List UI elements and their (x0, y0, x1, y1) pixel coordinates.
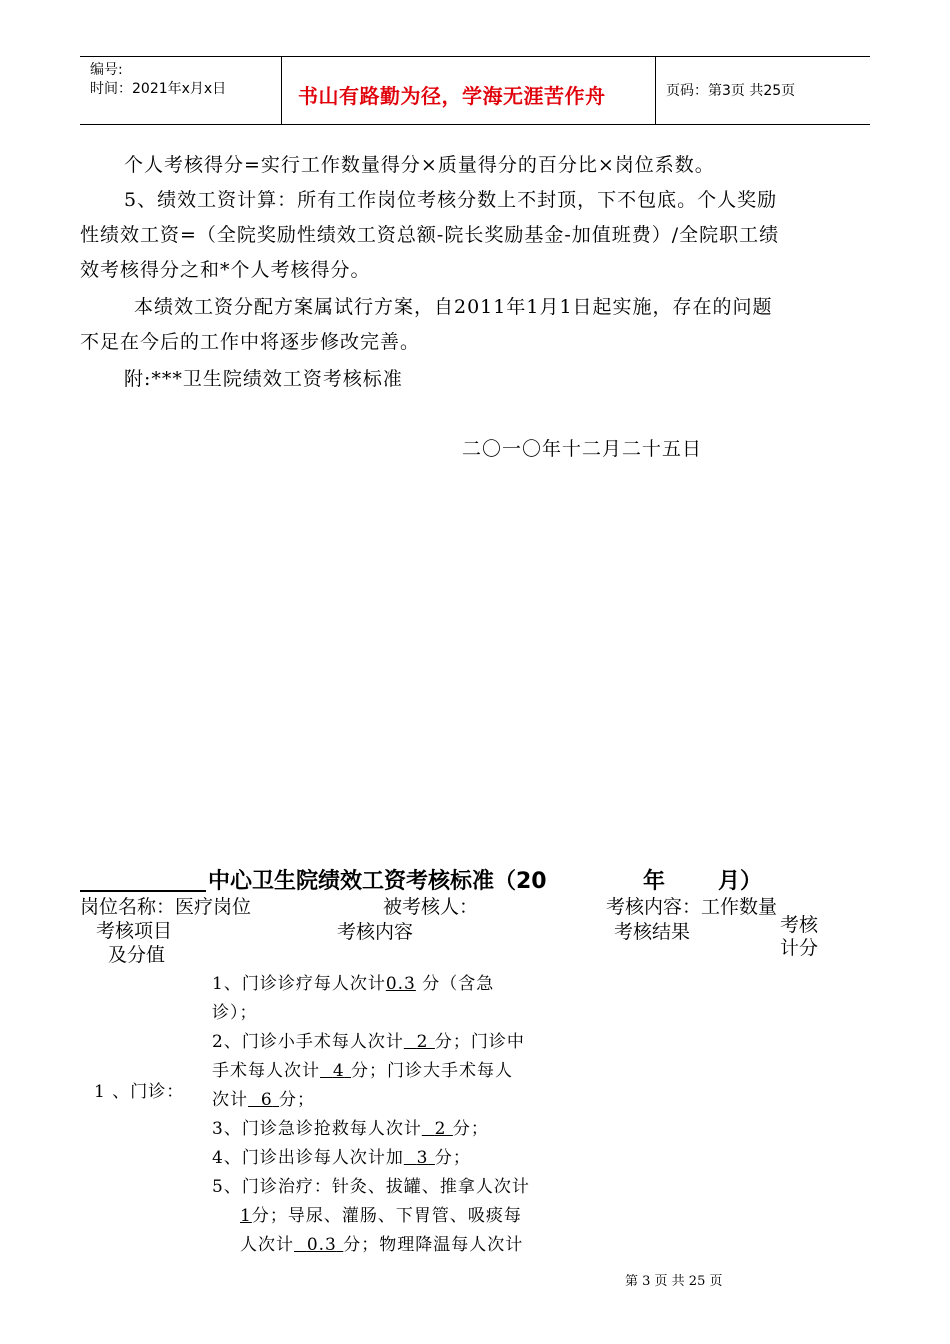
paragraph-trial-line1: 本绩效工资分配方案属试行方案，自2011年1月1日起实施，存在的问题 (134, 296, 773, 318)
table-row-item-5c: 人次计 0.3 分；物理降温每人次计 (240, 1235, 524, 1255)
header-divider-left (281, 56, 282, 125)
footer-page-number: 第 3 页 共 25 页 (625, 1274, 723, 1289)
col-header-result: 考核结果 (614, 921, 691, 943)
row-label-outpatient: 1 、门诊： (94, 1082, 185, 1102)
header-time-label: 时间：2021年x月x日 (90, 81, 227, 97)
paragraph-salary-calc-line1: 5、绩效工资计算：所有工作岗位考核分数上不封顶，下不包底。个人奖励 (124, 189, 778, 211)
document-date: 二〇一〇年十二月二十五日 (462, 438, 703, 460)
table-row-item-1a: 1、门诊诊疗每人次计0.3 分（含急 (212, 974, 495, 994)
paragraph-score-formula: 个人考核得分=实行工作数量得分×质量得分的百分比×岗位系数。 (124, 154, 715, 176)
header-code-label: 编号: (90, 62, 123, 78)
col-header-item-line2: 及分值 (108, 944, 166, 966)
col-header-score-line2: 计分 (780, 937, 819, 959)
paragraph-trial-line2: 不足在今后的工作中将逐步修改完善。 (80, 331, 421, 353)
header-page-info: 页码：第3页 共25页 (666, 83, 796, 99)
col-header-score-line1: 考核 (780, 914, 819, 936)
header-divider-right (655, 56, 656, 125)
table-row-item-5b: 1分；导尿、灌肠、下胃管、吸痰每 (240, 1206, 522, 1226)
table-title: 中心卫生院绩效工资考核标准（20 (208, 869, 547, 894)
header-top-rule (80, 56, 870, 57)
table-row-item-5a: 5、门诊治疗：针灸、拔罐、推拿人次计 (212, 1177, 530, 1197)
table-row-item-2b: 手术每人次计 4 分；门诊大手术每人 (212, 1061, 514, 1081)
paragraph-salary-calc-line2: 性绩效工资=（全院奖励性绩效工资总额-院长奖励基金-加值班费）/全院职工绩 (80, 224, 780, 246)
header-bottom-rule (80, 124, 870, 125)
table-row-item-2a: 2、门诊小手术每人次计 2 分；门诊中 (212, 1032, 525, 1052)
table-row-item-1b: 诊）； (212, 1003, 258, 1023)
table-title-year: 年 (643, 869, 666, 894)
examinee-label: 被考核人： (383, 896, 479, 918)
col-header-item-line1: 考核项目 (96, 920, 173, 942)
table-title-month: 月） (718, 869, 763, 894)
col-header-content: 考核内容 (337, 921, 414, 943)
paragraph-attachment: 附:***卫生院绩效工资考核标准 (124, 368, 403, 390)
title-blank-line (80, 890, 206, 892)
table-row-item-4: 4、门诊出诊每人次计加 3 分； (212, 1148, 471, 1168)
assessment-content-label: 考核内容：工作数量 (606, 896, 778, 918)
position-name: 岗位名称：医疗岗位 (80, 896, 252, 918)
header-motto: 书山有路勤为径，学海无涯苦作舟 (298, 84, 606, 108)
table-row-item-3: 3、门诊急诊抢救每人次计 2 分； (212, 1119, 489, 1139)
paragraph-salary-calc-line3: 效考核得分之和*个人考核得分。 (80, 259, 371, 281)
table-row-item-2c: 次计 6 分； (212, 1090, 316, 1110)
